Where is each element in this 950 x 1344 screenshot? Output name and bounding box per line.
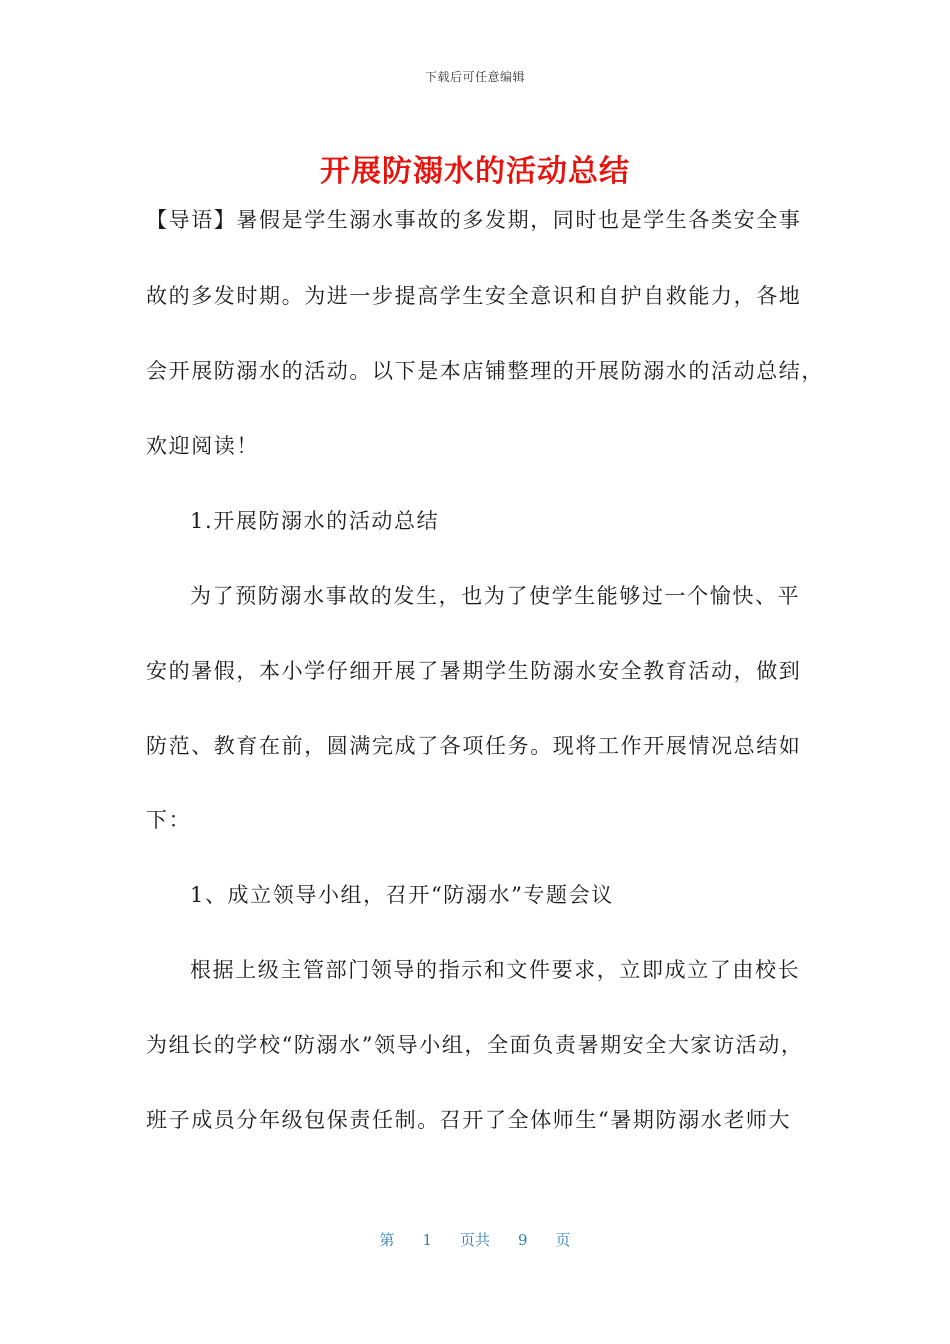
footer-suffix: 页 [555, 1231, 571, 1249]
body-line: 为了预防溺水事故的发生，也为了使学生能够过一个愉快、平 [190, 584, 801, 608]
body-line: 【导语】暑假是学生溺水事故的多发期，同时也是学生各类安全事 [146, 208, 802, 232]
body-line: 会开展防溺水的活动。以下是本店铺整理的开展防溺水的活动总结， [146, 359, 824, 383]
body-line: 防范、教育在前，圆满完成了各项任务。现将工作开展情况总结如 [146, 734, 802, 758]
body-line: 班子成员分年级包保责任制。召开了全体师生“暑期防溺水老师大 [146, 1108, 792, 1132]
header-note: 下载后可任意编辑 [424, 70, 525, 84]
body-line: 故的多发时期。为进一步提高学生安全意识和自护自救能力，各地 [146, 284, 802, 308]
section-heading: 1.开展防溺水的活动总结 [190, 509, 440, 533]
total-pages: 9 [518, 1231, 528, 1249]
body-line: 安的暑假，本小学仔细开展了暑期学生防溺水安全教育活动，做到 [146, 659, 802, 683]
page-footer [0, 1229, 950, 1250]
document-title: 开展防溺水的活动总结 [320, 154, 630, 189]
subsection-heading: 1、成立领导小组，召开“防溺水”专题会议 [190, 883, 614, 907]
current-page-number: 1 [422, 1231, 432, 1249]
footer-middle: 页共 [459, 1231, 490, 1249]
body-line: 欢迎阅读！ [146, 434, 259, 458]
body-line: 根据上级主管部门领导的指示和文件要求，立即成立了由校长 [190, 958, 801, 982]
body-line: 下： [146, 808, 192, 832]
footer-prefix: 第 [379, 1231, 395, 1249]
body-line: 为组长的学校“防溺水”领导小组，全面负责暑期安全大家访活动， [146, 1033, 804, 1057]
